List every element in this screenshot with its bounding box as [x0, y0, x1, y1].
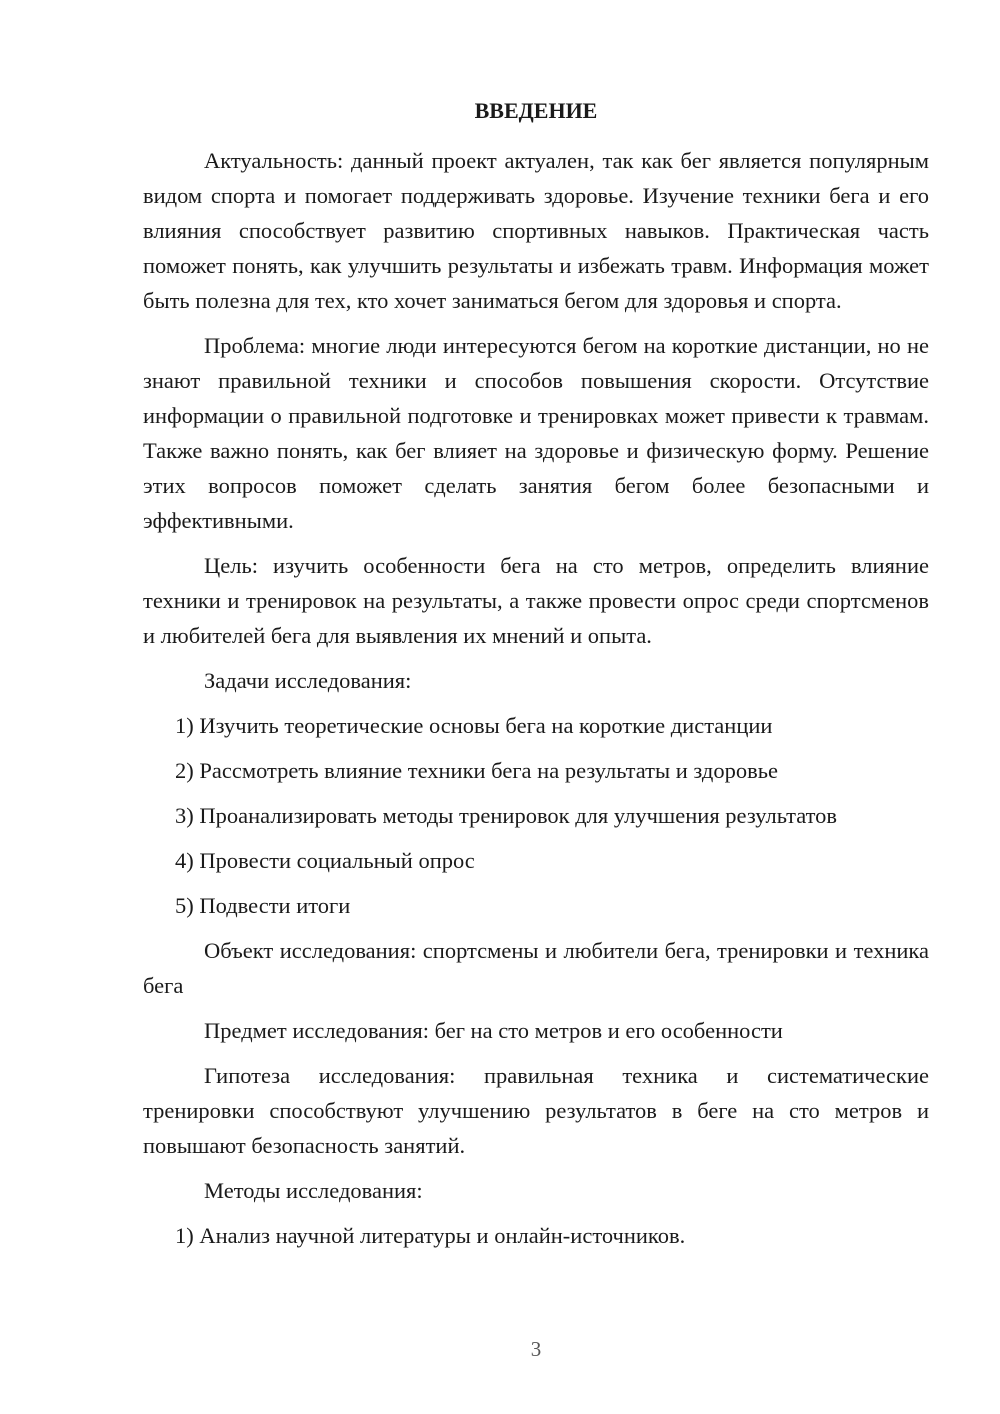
page-title: ВВЕДЕНИЕ	[474, 98, 598, 123]
task-item-3: 3) Проанализировать методы тренировок для улучшения результатов	[175, 803, 838, 828]
problem-paragraph: Проблема: многие люди интересуются бегом на короткие дистанции, но не знают правильной техники и способов повышения скорости. Отсутствие информации о правильной подготовке и тренировках может привести к травмам. Также важно понять, как бег влияет на здоровье и физическую форму. Решение этих вопросов поможет сделать занятия бегом более безопасными и эффективными.	[143, 333, 929, 533]
task-item-4: 4) Провести социальный опрос	[175, 848, 475, 873]
page-number: 3	[530, 1337, 542, 1361]
document-body	[143, 143, 929, 1263]
methods-heading: Методы исследования:	[204, 1178, 423, 1203]
object-paragraph: Объект исследования: спортсмены и любители бега, тренировки и техника бега	[143, 938, 929, 998]
task-item-5: 5) Подвести итоги	[175, 893, 351, 918]
method-item-1: 1) Анализ научной литературы и онлайн-источников.	[175, 1223, 686, 1248]
task-item-2: 2) Рассмотреть влияние техники бега на результаты и здоровье	[175, 758, 778, 783]
hypothesis-paragraph: Гипотеза исследования: правильная техника и систематические тренировки способствуют улучшению результатов в беге на сто метров и повышают безопасность занятий.	[143, 1063, 929, 1158]
tasks-heading: Задачи исследования:	[204, 668, 412, 693]
relevance-paragraph: Актуальность: данный проект актуален, так как бег является популярным видом спорта и помогает поддерживать здоровье. Изучение техники бега и его влияния способствует развитию спортивных навыков. Практическая часть поможет понять, как улучшить результаты и избежать травм. Информация может быть полезна для тех, кто хочет заниматься бегом для здоровья и спорта.	[143, 148, 929, 313]
goal-paragraph: Цель: изучить особенности бега на сто метров, определить влияние техники и тренировок на результаты, а также провести опрос среди спортсменов и любителей бега для выявления их мнений и опыта.	[143, 553, 929, 648]
subject-paragraph: Предмет исследования: бег на сто метров и его особенности	[204, 1018, 783, 1043]
task-item-1: 1) Изучить теоретические основы бега на короткие дистанции	[175, 713, 773, 738]
